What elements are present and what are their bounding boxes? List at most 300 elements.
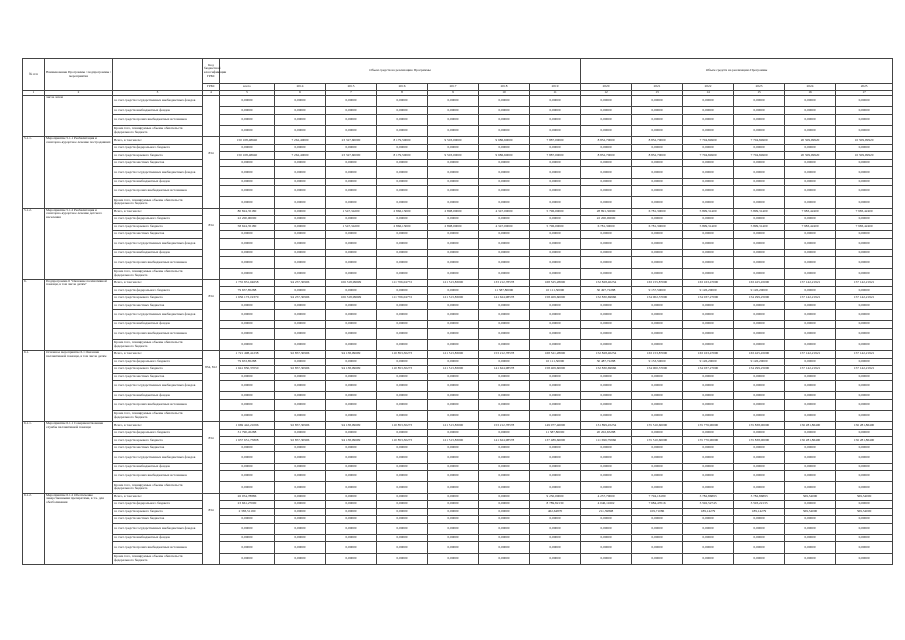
amount-cell: 111 696,79966 (581, 437, 632, 445)
amount-cell: 7 887,00000 (530, 152, 581, 160)
amount-cell: 0,00000 (326, 197, 377, 208)
amount-cell: 0,00000 (275, 501, 326, 509)
amount-cell: 0,00000 (581, 268, 632, 279)
table-row (23, 463, 893, 471)
index-cell: 7 (326, 91, 377, 96)
header-source (113, 59, 203, 91)
amount-cell: 137 489,66000 (530, 437, 581, 445)
funding-source: за счет средств прочих внебюджетных источников (113, 328, 203, 339)
amount-cell: 0,00000 (479, 107, 530, 115)
amount-cell: 121 513,83000 (428, 279, 479, 287)
amount-cell: 153 212,78578 (479, 351, 530, 359)
amount-cell: 157 142,21921 (785, 294, 836, 302)
amount-cell: 0,00000 (428, 249, 479, 257)
amount-cell: 152 828,40254 (581, 351, 632, 359)
amount-cell: 0,00000 (428, 302, 479, 310)
amount-cell: 0,00000 (220, 373, 275, 381)
amount-cell: 0,00000 (683, 523, 734, 534)
amount-cell: 0,00000 (530, 392, 581, 400)
amount-cell: 157 142,21921 (785, 366, 836, 374)
table-row (23, 366, 893, 374)
amount-cell: 0,00000 (785, 114, 836, 125)
amount-cell: 0,00000 (632, 186, 683, 197)
amount-cell: 0,00000 (785, 542, 836, 553)
amount-cell: 4 257,70000 (581, 493, 632, 501)
amount-cell: 0,00000 (632, 328, 683, 339)
amount-cell: 0,00000 (632, 238, 683, 249)
amount-cell: 0,00000 (581, 534, 632, 542)
funding-source: за счет средств местных бюджетов (113, 302, 203, 310)
amount-cell: 0,00000 (326, 321, 377, 329)
index-cell: 3 (113, 91, 203, 96)
funding-source: Кроме того, планируемые объемы обязательств федерального бюджета (113, 553, 203, 564)
amount-cell: 0,00000 (428, 358, 479, 366)
amount-cell: 0,00000 (220, 452, 275, 463)
amount-cell: 0,00000 (428, 231, 479, 239)
amount-cell: 7 262,40000 (275, 137, 326, 145)
amount-cell: 0,00000 (785, 107, 836, 115)
amount-cell: 110 853,30273 (377, 351, 428, 359)
index-cell: 5 (220, 91, 275, 96)
amount-cell: 0,00000 (785, 373, 836, 381)
funding-source: за счет средств федерального бюджета (113, 144, 203, 152)
amount-cell: 0,00000 (326, 231, 377, 239)
amount-cell: 0,00000 (632, 114, 683, 125)
amount-cell: 0,00000 (683, 96, 734, 107)
amount-cell: 0,00000 (377, 144, 428, 152)
amount-cell: 0,00000 (377, 429, 428, 437)
amount-cell: 0,00000 (479, 471, 530, 482)
amount-cell: 7 983,42400 (836, 208, 893, 216)
amount-cell: 0,00000 (734, 339, 785, 350)
amount-cell: 110 853,30273 (377, 422, 428, 430)
amount-cell: 0,00000 (785, 444, 836, 452)
amount-cell: 0,00000 (836, 178, 893, 186)
amount-cell: 0,00000 (734, 302, 785, 310)
funding-source: за счет средств местных бюджетов (113, 231, 203, 239)
amount-cell: 9 153,50000 (632, 358, 683, 366)
header-year: 2022 (683, 84, 734, 91)
amount-cell: 462,64870 (530, 508, 581, 516)
table-row (23, 96, 893, 107)
amount-cell: 0,00000 (428, 126, 479, 137)
amount-cell: 0,00000 (275, 249, 326, 257)
amount-cell: 0,00000 (479, 257, 530, 268)
amount-cell: 0,00000 (785, 392, 836, 400)
amount-cell: 0,00000 (275, 287, 326, 295)
amount-cell: 0,00000 (428, 429, 479, 437)
funding-source: за счет средств краевого бюджета (113, 437, 203, 445)
amount-cell: 0,00000 (220, 238, 275, 249)
amount-cell: 0,00000 (377, 534, 428, 542)
amount-cell: 0,00000 (530, 482, 581, 493)
amount-cell: 0,00000 (683, 373, 734, 381)
amount-cell: 0,00000 (428, 257, 479, 268)
amount-cell: 0,00000 (428, 238, 479, 249)
amount-cell: 0,00000 (326, 399, 377, 410)
amount-cell: 0,00000 (632, 249, 683, 257)
amount-cell: 0,00000 (220, 328, 275, 339)
amount-cell: 0,00000 (428, 178, 479, 186)
amount-cell: 0,00000 (326, 542, 377, 553)
amount-cell: 156 281,86400 (785, 422, 836, 430)
amount-cell: 0,00000 (275, 392, 326, 400)
amount-cell: 569,34000 (785, 493, 836, 501)
amount-cell: 79 653,85288 (220, 358, 275, 366)
amount-cell: 0,00000 (326, 126, 377, 137)
amount-cell: 0,00000 (377, 238, 428, 249)
amount-cell: 6 781,30000 (632, 223, 683, 231)
amount-cell: 157 142,21921 (836, 294, 893, 302)
funding-source: Кроме того, планируемые объемы обязательств федерального бюджета (113, 411, 203, 422)
amount-cell: 0,00000 (377, 463, 428, 471)
amount-cell: 0,00000 (734, 238, 785, 249)
amount-cell: 0,00000 (220, 534, 275, 542)
amount-cell: 0,00000 (581, 373, 632, 381)
amount-cell: 0,00000 (683, 516, 734, 524)
table-row (23, 223, 893, 231)
table-row (23, 309, 893, 320)
program-name: Мероприятие 6.1.2 Обеспечение лекарственными препаратами, в т.ч. для обезболивания (45, 493, 113, 564)
header-year: 2024 (785, 84, 836, 91)
amount-cell: 0,00000 (530, 144, 581, 152)
funding-source: за счет средств государственных внебюджетных фондов (113, 96, 203, 107)
funding-source: за счет средств федерального бюджета (113, 287, 203, 295)
amount-cell: 0,00000 (377, 126, 428, 137)
table-row (23, 553, 893, 564)
amount-cell: 0,00000 (836, 328, 893, 339)
amount-cell: 0,00000 (377, 268, 428, 279)
amount-cell: 10 509,99920 (836, 137, 893, 145)
amount-cell: 0,00000 (581, 321, 632, 329)
amount-cell: 0,00000 (377, 249, 428, 257)
amount-cell: 0,00000 (326, 523, 377, 534)
amount-cell: 7 887,00000 (530, 137, 581, 145)
amount-cell: 94 138,09699 (326, 366, 377, 374)
budget-table (22, 58, 893, 565)
amount-cell: 0,00000 (428, 471, 479, 482)
amount-cell: 0,00000 (530, 339, 581, 350)
amount-cell: 0,00000 (836, 471, 893, 482)
funding-source: за счет средств краевого бюджета (113, 152, 203, 160)
amount-cell: 0,00000 (275, 482, 326, 493)
amount-cell: 7 983,42400 (785, 208, 836, 216)
amount-cell: 0,00000 (326, 516, 377, 524)
amount-cell: 0,00000 (632, 96, 683, 107)
funding-source: за счет средств местных бюджетов (113, 444, 203, 452)
amount-cell: 7 983,42400 (836, 223, 893, 231)
amount-cell: 0,00000 (632, 144, 683, 152)
amount-cell: 8 852,70000 (632, 152, 683, 160)
amount-cell: 0,00000 (377, 302, 428, 310)
amount-cell: 4 347,00000 (479, 208, 530, 216)
amount-cell: 0,00000 (275, 411, 326, 422)
amount-cell: 80 824,35180 (220, 208, 275, 216)
amount-cell: 0,00000 (428, 452, 479, 463)
amount-cell: 0,00000 (479, 381, 530, 392)
funding-source: за счет средств краевого бюджета (113, 366, 203, 374)
funding-source: за счет средств государственных внебюджетных фондов (113, 309, 203, 320)
amount-cell: 0,00000 (581, 144, 632, 152)
amount-cell: 3 593,22135 (734, 501, 785, 509)
amount-cell: 0,00000 (581, 452, 632, 463)
amount-cell: 0,00000 (220, 471, 275, 482)
table-row (23, 159, 893, 167)
amount-cell: 0,00000 (220, 114, 275, 125)
table-row (23, 339, 893, 350)
funding-source: за счет средств государственных внебюджетных фондов (113, 452, 203, 463)
funding-source: за счет средств прочих внебюджетных источников (113, 114, 203, 125)
amount-cell: 0,00000 (326, 114, 377, 125)
amount-cell: 20 509,99920 (785, 152, 836, 160)
amount-cell: 0,00000 (479, 399, 530, 410)
amount-cell: 569,34000 (785, 508, 836, 516)
amount-cell: 157 142,21921 (836, 366, 893, 374)
header-group-cost: Объем средств на реализацию Программы (220, 59, 581, 84)
budget-code: 834 (203, 422, 220, 493)
row-number: 6.1.2. (23, 493, 45, 564)
amount-cell: 0,00000 (326, 508, 377, 516)
header-year: 2014 (275, 84, 326, 91)
amount-cell: 0,00000 (377, 373, 428, 381)
amount-cell: 0,00000 (377, 452, 428, 463)
amount-cell: 0,00000 (479, 339, 530, 350)
amount-cell: 0,00000 (220, 381, 275, 392)
budget-code: 834 (203, 493, 220, 564)
amount-cell: 0,00000 (275, 381, 326, 392)
amount-cell: 0,00000 (683, 249, 734, 257)
table-row (23, 429, 893, 437)
amount-cell: 11 587,80000 (530, 429, 581, 437)
amount-cell: 0,00000 (326, 186, 377, 197)
amount-cell: 0,00000 (734, 159, 785, 167)
amount-cell: 0,00000 (836, 268, 893, 279)
amount-cell: 0,00000 (581, 197, 632, 208)
amount-cell: 121 513,83000 (428, 422, 479, 430)
amount-cell: 0,00000 (530, 553, 581, 564)
amount-cell: 0,00000 (632, 411, 683, 422)
amount-cell: 0,00000 (377, 516, 428, 524)
amount-cell: 0,00000 (428, 186, 479, 197)
amount-cell: 1 641 850,37050 (220, 366, 275, 374)
amount-cell: 0,00000 (428, 463, 479, 471)
amount-cell: 0,00000 (326, 287, 377, 295)
amount-cell: 141 624,98578 (479, 366, 530, 374)
amount-cell: 0,00000 (683, 339, 734, 350)
funding-source: за счет средств местных бюджетов (113, 516, 203, 524)
amount-cell: 0,00000 (428, 268, 479, 279)
amount-cell: 0,00000 (479, 328, 530, 339)
amount-cell: 0,00000 (275, 534, 326, 542)
amount-cell: 0,00000 (632, 167, 683, 178)
amount-cell: 0,00000 (581, 231, 632, 239)
table-row (23, 501, 893, 509)
amount-cell: 0,00000 (479, 302, 530, 310)
amount-cell: 0,00000 (479, 542, 530, 553)
amount-cell: 0,00000 (683, 392, 734, 400)
amount-cell: 157 142,21921 (836, 279, 893, 287)
amount-cell: 0,00000 (377, 216, 428, 224)
amount-cell: 0,00000 (836, 452, 893, 463)
table-row (23, 422, 893, 430)
amount-cell: 26 054,78886 (220, 493, 275, 501)
amount-cell: 0,00000 (428, 197, 479, 208)
amount-cell: 0,00000 (632, 321, 683, 329)
amount-cell: 0,00000 (377, 96, 428, 107)
amount-cell: 0,00000 (326, 463, 377, 471)
amount-cell: 10 111,50000 (530, 287, 581, 295)
amount-cell: 0,00000 (785, 516, 836, 524)
amount-cell: 0,00000 (479, 429, 530, 437)
amount-cell: 0,00000 (734, 553, 785, 564)
amount-cell: 0,00000 (581, 339, 632, 350)
amount-cell: 155 776,90000 (683, 422, 734, 430)
header-year: 2016 (377, 84, 428, 91)
amount-cell: 0,00000 (530, 178, 581, 186)
amount-cell: 0,00000 (632, 107, 683, 115)
amount-cell: 569,34000 (836, 508, 893, 516)
amount-cell: 0,00000 (581, 463, 632, 471)
amount-cell: 0,00000 (683, 144, 734, 152)
amount-cell: 0,00000 (581, 249, 632, 257)
amount-cell: 6 781,30000 (632, 208, 683, 216)
amount-cell: 0,00000 (479, 444, 530, 452)
amount-cell: 0,00000 (326, 493, 377, 501)
amount-cell: 154 299,25000 (734, 294, 785, 302)
amount-cell: 0,00000 (530, 399, 581, 410)
amount-cell: 0,00000 (479, 231, 530, 239)
amount-cell: 0,00000 (479, 523, 530, 534)
amount-cell: 0,00000 (683, 482, 734, 493)
amount-cell: 0,00000 (734, 126, 785, 137)
amount-cell: 10 509,99920 (836, 152, 893, 160)
amount-cell: 0,00000 (683, 534, 734, 542)
amount-cell: 7 704,84900 (683, 152, 734, 160)
amount-cell: 0,00000 (734, 381, 785, 392)
amount-cell: 31 790,45288 (220, 429, 275, 437)
amount-cell: 0,00000 (530, 534, 581, 542)
amount-cell: 0,00000 (734, 373, 785, 381)
funding-source: за счет средств прочих внебюджетных источников (113, 257, 203, 268)
amount-cell: 0,00000 (734, 411, 785, 422)
amount-cell: 0,00000 (836, 197, 893, 208)
amount-cell: 0,00000 (275, 463, 326, 471)
amount-cell: 0,00000 (683, 159, 734, 167)
amount-cell: 0,00000 (581, 542, 632, 553)
amount-cell: 0,00000 (785, 358, 836, 366)
amount-cell: 2 866,13000 (377, 223, 428, 231)
table-row (23, 373, 893, 381)
amount-cell: 0,00000 (326, 429, 377, 437)
amount-cell: 0,00000 (734, 268, 785, 279)
amount-cell: 0,00000 (530, 249, 581, 257)
amount-cell: 0,00000 (326, 471, 377, 482)
amount-cell: 131 899,45254 (581, 422, 632, 430)
program-name: Мероприятие 5.1.1 Реабилитация и санаторно-курортное лечение пострадавших (45, 137, 113, 208)
index-cell: 8 (377, 91, 428, 96)
amount-cell: 0,00000 (734, 114, 785, 125)
amount-cell: 9 250,00000 (530, 493, 581, 501)
amount-cell: 0,00000 (734, 231, 785, 239)
amount-cell: 0,00000 (428, 399, 479, 410)
amount-cell: 20 509,99920 (785, 137, 836, 145)
amount-cell: 0,00000 (275, 302, 326, 310)
amount-cell: 0,00000 (479, 167, 530, 178)
amount-cell: 163 155,87000 (632, 279, 683, 287)
amount-cell: 0,00000 (632, 126, 683, 137)
amount-cell: 0,00000 (632, 159, 683, 167)
amount-cell: 0,00000 (377, 411, 428, 422)
amount-cell: 0,00000 (734, 392, 785, 400)
amount-cell: 0,00000 (377, 309, 428, 320)
amount-cell: 0,00000 (785, 238, 836, 249)
amount-cell: 0,00000 (836, 429, 893, 437)
amount-cell: 0,00000 (530, 107, 581, 115)
amount-cell: 0,00000 (326, 381, 377, 392)
amount-cell: 28 891,30000 (581, 208, 632, 216)
amount-cell: 0,00000 (220, 249, 275, 257)
amount-cell: 0,00000 (683, 381, 734, 392)
amount-cell: 0,00000 (428, 167, 479, 178)
table-row (23, 107, 893, 115)
table-row (23, 493, 893, 501)
amount-cell: 0,00000 (220, 178, 275, 186)
amount-cell: 0,00000 (836, 373, 893, 381)
amount-cell: 0,00000 (275, 107, 326, 115)
amount-cell: 0,00000 (581, 482, 632, 493)
amount-cell: 7 794,16180 (632, 493, 683, 501)
amount-cell: 0,00000 (785, 231, 836, 239)
amount-cell: 11 587,80000 (479, 287, 530, 295)
amount-cell: 0,00000 (632, 542, 683, 553)
amount-cell: 0,00000 (326, 238, 377, 249)
amount-cell: 0,00000 (785, 482, 836, 493)
amount-cell: 0,00000 (632, 444, 683, 452)
amount-cell: 0,00000 (275, 328, 326, 339)
amount-cell: 0,00000 (275, 178, 326, 186)
amount-cell: 0,00000 (428, 287, 479, 295)
amount-cell: 30 497,72288 (581, 287, 632, 295)
amount-cell: 0,00000 (734, 542, 785, 553)
amount-cell: 0,00000 (632, 399, 683, 410)
budget-code: 834 (203, 279, 220, 350)
amount-cell: 0,00000 (275, 223, 326, 231)
amount-cell: 0,00000 (530, 238, 581, 249)
amount-cell: 0,00000 (785, 471, 836, 482)
amount-cell: 0,00000 (836, 167, 893, 178)
amount-cell: 0,00000 (275, 508, 326, 516)
amount-cell: 0,00000 (836, 216, 893, 224)
amount-cell: 0,00000 (479, 268, 530, 279)
amount-cell: 0,00000 (836, 238, 893, 249)
amount-cell: 9 986,60000 (479, 137, 530, 145)
table-row (23, 392, 893, 400)
table-row (23, 452, 893, 463)
amount-cell: 154 037,27000 (683, 366, 734, 374)
funding-source: за счет средств краевого бюджета (113, 294, 203, 302)
amount-cell: 0,00000 (581, 302, 632, 310)
amount-cell: 8 789,82130 (530, 501, 581, 509)
amount-cell: 168 521,28000 (530, 351, 581, 359)
table-row (23, 114, 893, 125)
table-row (23, 471, 893, 482)
amount-cell: 0,00000 (683, 302, 734, 310)
funding-source: Всего, в том числе: (113, 208, 203, 216)
amount-cell: 0,00000 (683, 216, 734, 224)
amount-cell: 0,00000 (479, 452, 530, 463)
amount-cell: 0,00000 (377, 482, 428, 493)
amount-cell: 0,00000 (530, 309, 581, 320)
